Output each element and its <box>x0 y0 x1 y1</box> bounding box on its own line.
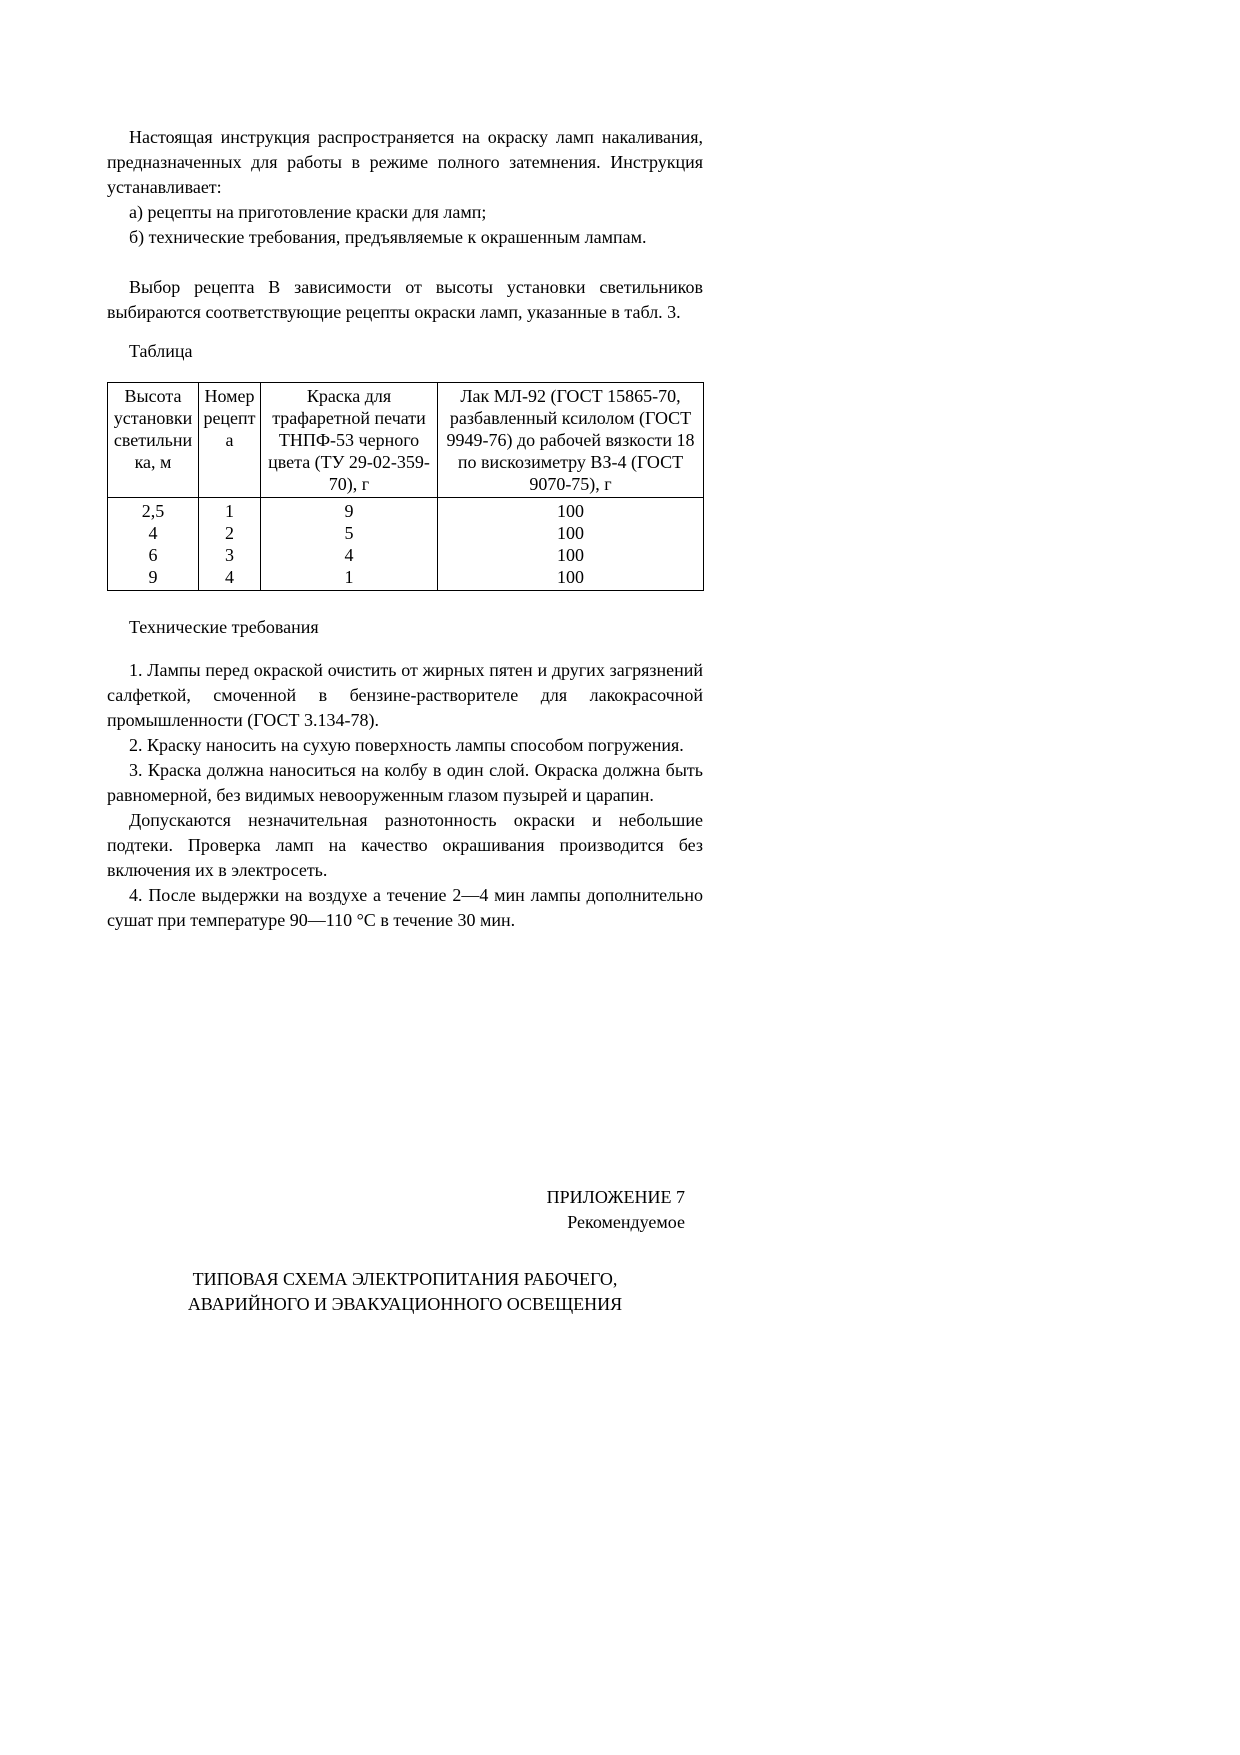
document-content <box>107 125 703 1317</box>
recipe-table-body <box>108 498 704 591</box>
tech-paragraph-4: Допускаются незначительная разнотонность окраски и небольшие подтеки. Проверка ламп на качество окрашивания производится без включения их в электросеть. <box>107 810 703 880</box>
table-cell: 6 <box>148 545 158 565</box>
tech-requirements-heading: Технические требования <box>129 617 319 637</box>
tech-paragraph-2: 2. Краску наносить на сухую поверхность лампы способом погружения. <box>129 735 684 755</box>
table-cell: 2 <box>225 523 234 543</box>
table-cell: 4 <box>344 545 354 565</box>
table-cell: 2,5 <box>141 501 165 521</box>
intro-paragraph-1: Настоящая инструкция распространяется на окраску ламп накаливания, предназначенных для работы в режиме полного затемнения. Инструкция устанавливает: <box>107 127 703 197</box>
table-header-row <box>108 383 704 498</box>
tech-paragraph-3: 3. Краска должна наноситься на колбу в один слой. Окраска должна быть равномерной, без видимых невооруженным глазом пузырей и царапин. <box>107 760 703 805</box>
intro-paragraph-2: Выбор рецепта В зависимости от высоты установки светильников выбираются соответствующие рецепты окраски ламп, указанные в табл. 3. <box>107 277 703 322</box>
list-item-a: а) рецепты на приготовление краски для ламп; <box>129 202 487 222</box>
column-header-recipe-number: Номер рецепта <box>199 383 261 498</box>
column-header-height: Высота установки светильника, м <box>108 383 199 498</box>
column-paint-values <box>261 498 438 591</box>
table-cell: 9 <box>344 501 354 521</box>
table-cell: 1 <box>225 501 234 521</box>
table-cell: 100 <box>557 523 584 543</box>
recipe-table-header <box>108 383 704 498</box>
table-caption: Таблица <box>129 341 193 361</box>
scheme-title-line-2: АВАРИЙНОГО И ЭВАКУАЦИОННОГО ОСВЕЩЕНИЯ <box>187 1294 623 1314</box>
column-header-lacquer: Лак МЛ-92 (ГОСТ 15865-70, разбавленный ксилолом (ГОСТ 9949-76) до рабочей вязкости 18 по вискозиметру ВЗ-4 (ГОСТ 9070-75), г <box>438 383 704 498</box>
table-cell: 4 <box>225 567 234 587</box>
appendix-note: Рекомендуемое <box>567 1212 685 1232</box>
table-cell: 1 <box>344 567 354 587</box>
recipe-table <box>107 382 704 591</box>
table-cell: 100 <box>557 545 584 565</box>
appendix-block <box>107 1185 703 1235</box>
scheme-title <box>107 1267 703 1317</box>
appendix-label: ПРИЛОЖЕНИЕ 7 <box>546 1187 685 1207</box>
tech-paragraph-1: 1. Лампы перед окраской очистить от жирных пятен и других загрязнений салфеткой, смоченной в бензине-растворителе для лакокрасочной промышленности (ГОСТ 3.134-78). <box>107 660 703 730</box>
table-cell: 100 <box>557 501 584 521</box>
scheme-title-line-1: ТИПОВАЯ СХЕМА ЭЛЕКТРОПИТАНИЯ РАБОЧЕГО, <box>192 1269 618 1289</box>
table-cell: 3 <box>225 545 234 565</box>
column-header-paint: Краска для трафаретной печати ТНПФ-53 черного цвета (ТУ 29-02-359-70), г <box>261 383 438 498</box>
table-cell: 5 <box>344 523 354 543</box>
table-cell: 4 <box>148 523 158 543</box>
table-cell: 9 <box>148 567 158 587</box>
tech-paragraph-5: 4. После выдержки на воздухе а течение 2—4 мин лампы дополнительно сушат при температуре 90—110 °С в течение 30 мин. <box>107 885 703 930</box>
list-item-b: б) технические требования, предъявляемые к окрашенным лампам. <box>129 227 647 247</box>
column-recipe-number-values <box>199 498 261 591</box>
table-cell: 100 <box>557 567 584 587</box>
column-height-values <box>108 498 199 591</box>
table-data-row <box>108 498 704 591</box>
column-lacquer-values <box>438 498 704 591</box>
tech-requirements-block <box>107 658 703 933</box>
